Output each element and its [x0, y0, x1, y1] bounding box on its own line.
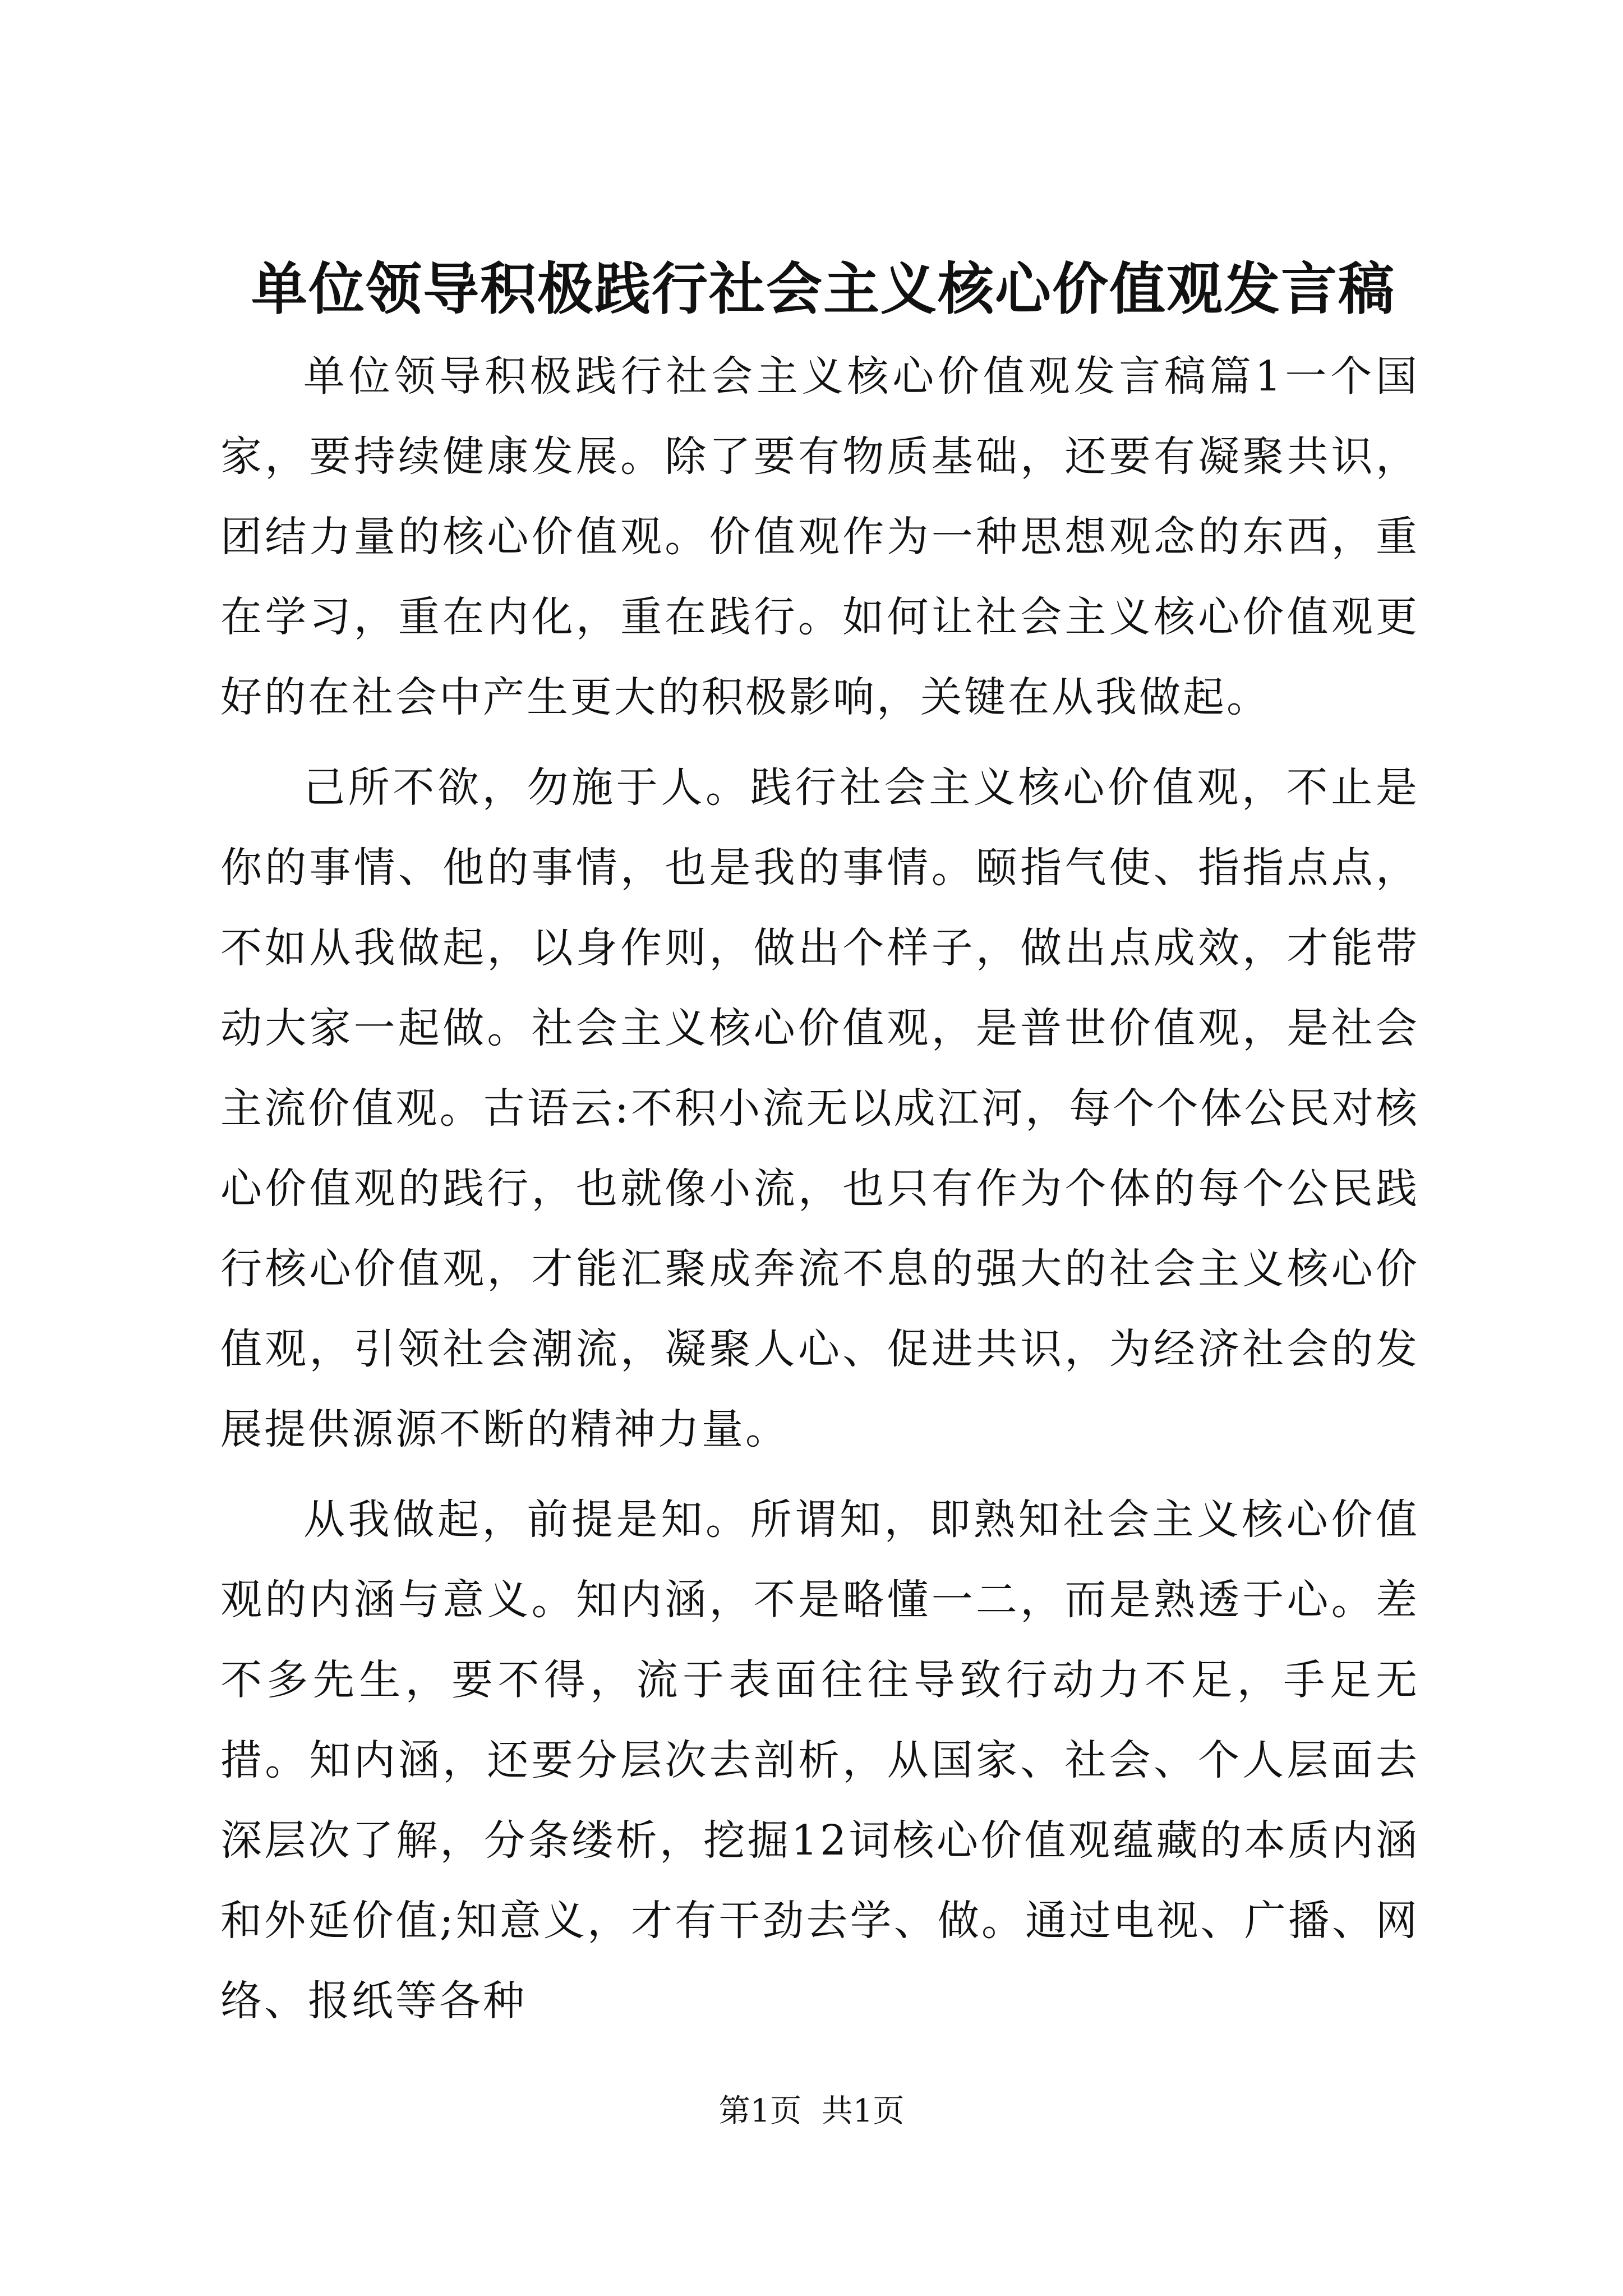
paragraph-3: 从我做起，前提是知。所谓知，即熟知社会主义核心价值观的内涵与意义。知内涵，不是略懂一二，而是熟透于心。差不多先生，要不得，流于表面往往导致行动力不足，手足无措。知内涵，还要分层次去剖析，从国家、社会、个人层面去深层次了解，分条缕析，挖掘12词核心价值观蕴藏的本质内涵和外延价值;知意义，才有干劲去学、做。通过电视、广播、网络、报纸等各种	[220, 1496, 1419, 2025]
document-title: 单位领导积极践行社会主义核心价值观发言稿	[251, 256, 1395, 322]
page-number-footer: 第1页 共1页	[718, 2093, 905, 2129]
document-body	[220, 337, 1419, 2041]
paragraph-1: 单位领导积极践行社会主义核心价值观发言稿篇1一个国家，要持续健康发展。除了要有物质基础，还要有凝聚共识，团结力量的核心价值观。价值观作为一种思想观念的东西，重在学习，重在内化，重在践行。如何让社会主义核心价值观更好的在社会中产生更大的积极影响，关键在从我做起。	[220, 352, 1419, 721]
paragraph-2: 己所不欲，勿施于人。践行社会主义核心价值观，不止是你的事情、他的事情，也是我的事情。颐指气使、指指点点，不如从我做起，以身作则，做出个样子，做出点成效，才能带动大家一起做。社会主义核心价值观，是普世价值观，是社会主流价值观。古语云:不积小流无以成江河，每个个体公民对核心价值观的践行，也就像小流，也只有作为个体的每个公民践行核心价值观，才能汇聚成奔流不息的强大的社会主义核心价值观，引领社会潮流，凝聚人心、促进共识，为经济社会的发展提供源源不断的精神力量。	[220, 763, 1419, 1453]
